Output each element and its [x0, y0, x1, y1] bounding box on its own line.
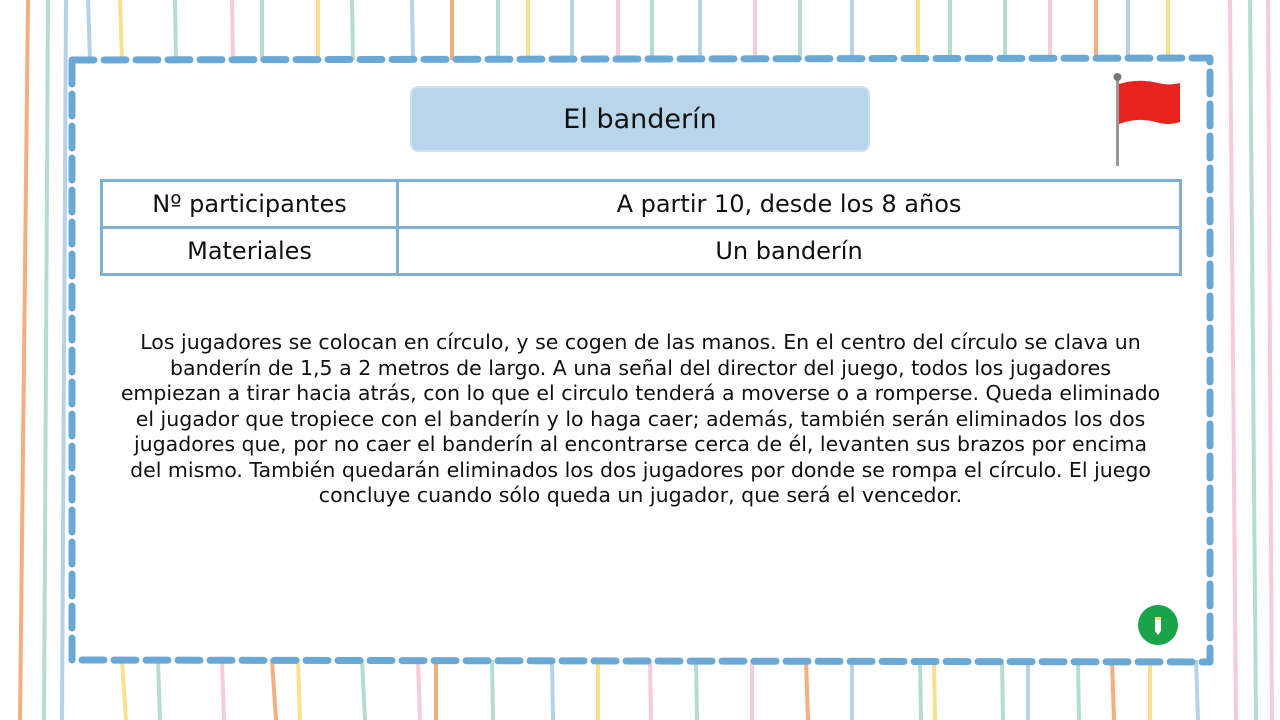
materials-label: Materiales — [102, 228, 398, 275]
flag-icon — [1108, 70, 1188, 170]
info-table — [100, 179, 1182, 276]
table-row — [102, 228, 1181, 275]
materials-value: Un banderín — [398, 228, 1181, 275]
publisher-logo-icon — [1138, 605, 1178, 645]
page-title: El banderín — [410, 86, 870, 152]
pencil-icon — [1146, 613, 1170, 637]
participants-label: Nº participantes — [102, 181, 398, 228]
table-row — [102, 181, 1181, 228]
game-description: Los jugadores se colocan en círculo, y se cogen de las manos. En el centro del círculo se clava un banderín de 1,5 a 2 metros de largo. A una señal del director del juego, todos los jugadores empiezan a tirar hacia atrás, con lo que el circulo tenderá a moverse o a romperse. Queda eliminado el jugador que tropiece con el banderín y lo haga caer; además, también serán eliminados los dos jugadores que, por no caer el banderín al encontrarse cerca de él, levanten sus brazos por encima del mismo. También quedarán eliminados los dos jugadores por donde se rompa el círculo. El juego concluye cuando sólo queda un jugador, que será el vencedor. — [120, 330, 1161, 507]
participants-value: A partir 10, desde los 8 años — [398, 181, 1181, 228]
